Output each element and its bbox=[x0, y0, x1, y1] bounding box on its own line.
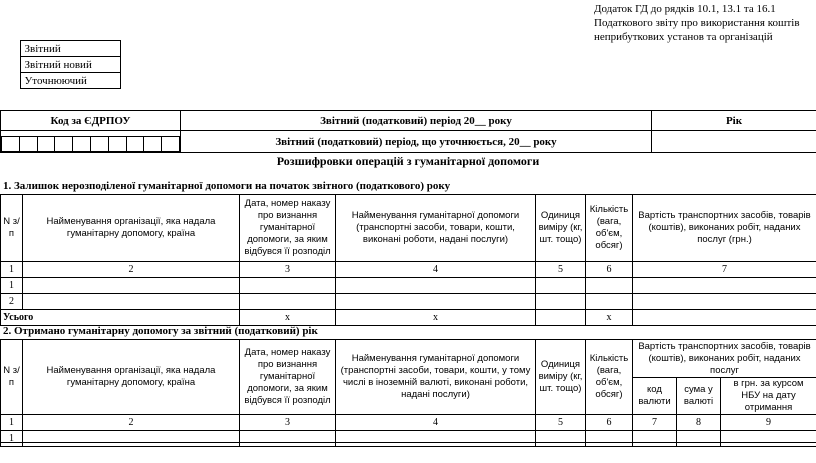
s1-header-qty: Кількість (вага, об'єм, обсяг) bbox=[586, 195, 633, 262]
s2-header-qty: Кількість (вага, об'єм, обсяг) bbox=[586, 340, 633, 415]
table-row bbox=[1, 431, 816, 447]
period-table bbox=[0, 110, 816, 153]
section2-header-row bbox=[1, 340, 816, 378]
table-cell[interactable] bbox=[633, 278, 816, 294]
edrpou-label: Код за ЄДРПОУ bbox=[1, 111, 181, 131]
s2-colnum: 6 bbox=[586, 415, 633, 431]
table-cell[interactable] bbox=[536, 278, 586, 294]
table-cell[interactable] bbox=[721, 431, 816, 447]
s2-header-name: Найменування гуманітарної допомоги (транспортні засоби, товари, кошти, у тому числі в іноземній валюті, виконані роботи, надані послуги) bbox=[336, 340, 536, 415]
table-cell[interactable] bbox=[240, 294, 336, 310]
corrected-period-row bbox=[1, 131, 816, 153]
edrpou-digit-cell[interactable] bbox=[162, 137, 180, 152]
report-type-table bbox=[0, 40, 121, 89]
table-cell[interactable] bbox=[23, 278, 240, 294]
s1-header-date: Дата, номер наказу про визнання гуманітарної допомоги, за яким відбувся її розподіл bbox=[240, 195, 336, 262]
table-cell[interactable] bbox=[633, 431, 677, 447]
header-note: Додаток ГД до рядків 10.1, 13.1 та 16.1 Податкового звіту про використання коштів неприбуткових установ та організацій bbox=[594, 3, 800, 43]
table-cell[interactable] bbox=[536, 294, 586, 310]
table-cell[interactable] bbox=[23, 294, 240, 310]
table-cell[interactable] bbox=[536, 310, 586, 326]
section1-header-row bbox=[1, 195, 816, 262]
report-type-regular[interactable]: Звітний bbox=[20, 41, 120, 57]
table-row bbox=[1, 278, 816, 294]
report-type-row bbox=[0, 57, 120, 73]
s2-header-uah-nbu: в грн. за курсом НБУ на дату отримання bbox=[721, 378, 816, 415]
s2-header-n: N з/п bbox=[1, 340, 23, 415]
year-label[interactable]: Рік bbox=[652, 111, 816, 131]
s2-colnum: 7 bbox=[633, 415, 677, 431]
s2-header-currency-sum: сума у валюті bbox=[677, 378, 721, 415]
edrpou-cells[interactable] bbox=[1, 131, 181, 153]
s2-colnum: 8 bbox=[677, 415, 721, 431]
s1-colnum: 7 bbox=[633, 262, 816, 278]
section1-col-numbers bbox=[1, 262, 816, 278]
report-type-gap bbox=[0, 73, 20, 89]
report-type-correcting[interactable]: Уточнюючий bbox=[20, 73, 120, 89]
edrpou-digit-cell[interactable] bbox=[108, 137, 126, 152]
table-cell[interactable] bbox=[586, 278, 633, 294]
s1-header-name: Найменування гуманітарної допомоги (транспортні засоби, товари, кошти, виконані роботи, надані послуги) bbox=[336, 195, 536, 262]
section2-table bbox=[0, 339, 816, 447]
edrpou-digit-cells bbox=[1, 136, 180, 152]
s1-colnum: 1 bbox=[1, 262, 23, 278]
s2-colnum: 5 bbox=[536, 415, 586, 431]
s1-colnum: 4 bbox=[336, 262, 536, 278]
total-row bbox=[1, 310, 816, 326]
s2-colnum: 3 bbox=[240, 415, 336, 431]
table-cell[interactable] bbox=[336, 278, 536, 294]
s1-colnum: 2 bbox=[23, 262, 240, 278]
edrpou-digit-cell[interactable] bbox=[55, 137, 73, 152]
section1-title: 1. Залишок нерозподіленої гуманітарної допомоги на початок звітного (податкового) року bbox=[3, 180, 451, 192]
table-cell[interactable] bbox=[23, 431, 240, 447]
s1-colnum: 3 bbox=[240, 262, 336, 278]
period-label[interactable]: Звітний (податковий) період 20__ року bbox=[181, 111, 652, 131]
s2-header-date: Дата, номер наказу про визнання гуманітарної допомоги, за яким відбувся її розподіл bbox=[240, 340, 336, 415]
period-row bbox=[1, 111, 816, 131]
s2-colnum: 4 bbox=[336, 415, 536, 431]
section1-table bbox=[0, 194, 816, 326]
table-cell[interactable] bbox=[336, 431, 536, 447]
s1-colnum: 5 bbox=[536, 262, 586, 278]
page-title: Розшифровки операцій з гуманітарної допомоги bbox=[276, 154, 540, 168]
corrected-year-cell[interactable] bbox=[652, 131, 816, 153]
edrpou-digit-cell[interactable] bbox=[37, 137, 55, 152]
s2-header-currency-code: код валюти bbox=[633, 378, 677, 415]
report-type-new[interactable]: Звітний новий bbox=[20, 57, 120, 73]
s1-header-n: N з/п bbox=[1, 195, 23, 262]
table-cell[interactable] bbox=[336, 294, 536, 310]
edrpou-digit-cell[interactable] bbox=[90, 137, 108, 152]
s1-header-value: Вартість транспортних засобів, товарів (коштів), виконаних робіт, наданих послуг (грн.) bbox=[633, 195, 816, 262]
s1-row-number: 1 bbox=[1, 278, 23, 294]
edrpou-digit-cell[interactable] bbox=[144, 137, 162, 152]
table-cell[interactable] bbox=[677, 431, 721, 447]
report-type-gap bbox=[0, 57, 20, 73]
s2-header-unit: Одиниця виміру (кг, шт. тощо) bbox=[536, 340, 586, 415]
edrpou-digit-cell[interactable] bbox=[2, 137, 20, 152]
s1-header-org: Найменування організації, яка надала гуманітарну допомогу, країна bbox=[23, 195, 240, 262]
total-mark: х bbox=[586, 310, 633, 326]
total-mark: х bbox=[240, 310, 336, 326]
table-cell[interactable] bbox=[240, 431, 336, 447]
s1-header-unit: Одиниця виміру (кг, шт. тощо) bbox=[536, 195, 586, 262]
section2-title: 2. Отримано гуманітарну допомогу за звітний (податковий) рік bbox=[3, 325, 318, 337]
s2-colnum: 9 bbox=[721, 415, 816, 431]
report-type-gap bbox=[0, 41, 20, 57]
report-type-row bbox=[0, 73, 120, 89]
edrpou-digit-cell[interactable] bbox=[126, 137, 144, 152]
s1-row-number: 2 bbox=[1, 294, 23, 310]
section2-col-numbers bbox=[1, 415, 816, 431]
table-cell[interactable] bbox=[536, 431, 586, 447]
total-label: Усього bbox=[1, 310, 240, 326]
page-bottom-rule bbox=[0, 442, 816, 443]
table-cell[interactable] bbox=[633, 294, 816, 310]
table-cell[interactable] bbox=[633, 310, 816, 326]
corrected-period-label[interactable]: Звітний (податковий) період, що уточнюється, 20__ року bbox=[181, 131, 652, 153]
edrpou-digit-cell[interactable] bbox=[19, 137, 37, 152]
report-type-row bbox=[0, 41, 120, 57]
table-cell[interactable] bbox=[586, 431, 633, 447]
edrpou-digit-cell[interactable] bbox=[73, 137, 91, 152]
s2-header-value: Вартість транспортних засобів, товарів (коштів), виконаних робіт, наданих послуг bbox=[633, 340, 816, 378]
table-cell[interactable] bbox=[240, 278, 336, 294]
s2-row-number: 1 bbox=[1, 431, 23, 447]
s1-colnum: 6 bbox=[586, 262, 633, 278]
table-cell[interactable] bbox=[586, 294, 633, 310]
s2-colnum: 2 bbox=[23, 415, 240, 431]
table-row bbox=[1, 294, 816, 310]
total-mark: х bbox=[336, 310, 536, 326]
s2-colnum: 1 bbox=[1, 415, 23, 431]
s2-header-org: Найменування організації, яка надала гуманітарну допомогу, країна bbox=[23, 340, 240, 415]
